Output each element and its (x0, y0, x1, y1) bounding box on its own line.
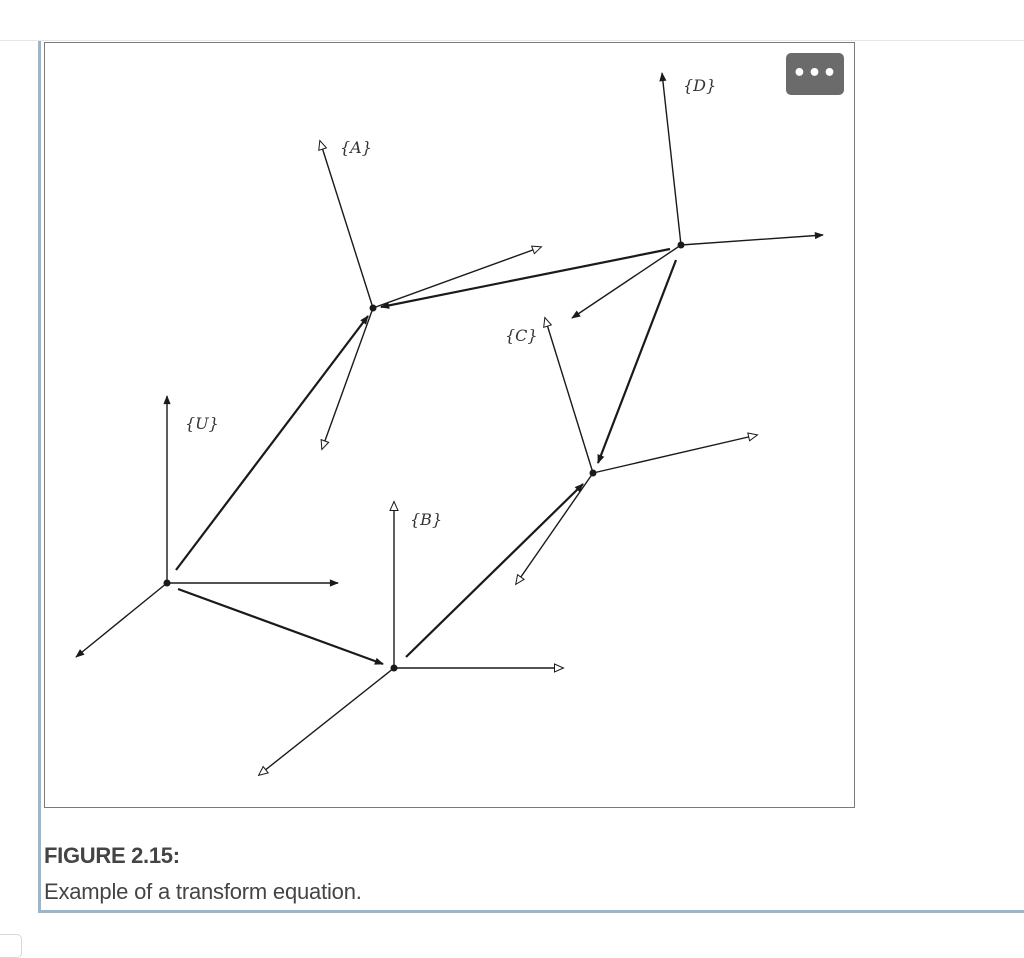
frame-u-label: {U} (185, 414, 219, 433)
frame-b-label: {B} (410, 510, 443, 529)
frame-a-axis-out (322, 308, 373, 449)
frame-u-origin (164, 580, 171, 587)
frame-c (516, 318, 757, 584)
frame-b-axis-out (259, 668, 394, 775)
figure-caption-title: FIGURE 2.15: (44, 843, 180, 868)
frame-c-origin (590, 470, 597, 477)
frame-a-label: {A} (340, 138, 372, 157)
frame-u-axis-out (76, 583, 167, 657)
frame-d-axis-up (662, 73, 681, 245)
frame-a-axis-right (373, 247, 541, 308)
frame-d-origin (678, 242, 685, 249)
corner-tab (0, 934, 22, 958)
frame-b-origin (391, 665, 398, 672)
frame-a-axis-up (320, 141, 373, 308)
transform-arrows (176, 249, 676, 664)
frame-d-axis-right (681, 235, 823, 245)
frame-d-label: {D} (683, 76, 717, 95)
frame-d-axis-out (572, 245, 681, 318)
frame-a (320, 141, 541, 449)
figure-caption-text: Example of a transform equation. (44, 879, 362, 904)
frame-c-label: {C} (505, 326, 538, 345)
more-options-button[interactable]: ••• (786, 53, 844, 95)
frame-d (572, 73, 823, 318)
transform-u-to-a (176, 316, 368, 570)
frame-c-axis-out (516, 473, 593, 584)
frame-c-axis-up (545, 318, 593, 473)
frame-u (76, 396, 338, 657)
transform-d-to-a (381, 249, 670, 307)
frame-c-axis-right (593, 435, 757, 473)
frame-b (259, 502, 563, 775)
frame-a-origin (370, 305, 377, 312)
transform-u-to-b (178, 589, 383, 664)
transform-d-to-c (598, 260, 676, 463)
